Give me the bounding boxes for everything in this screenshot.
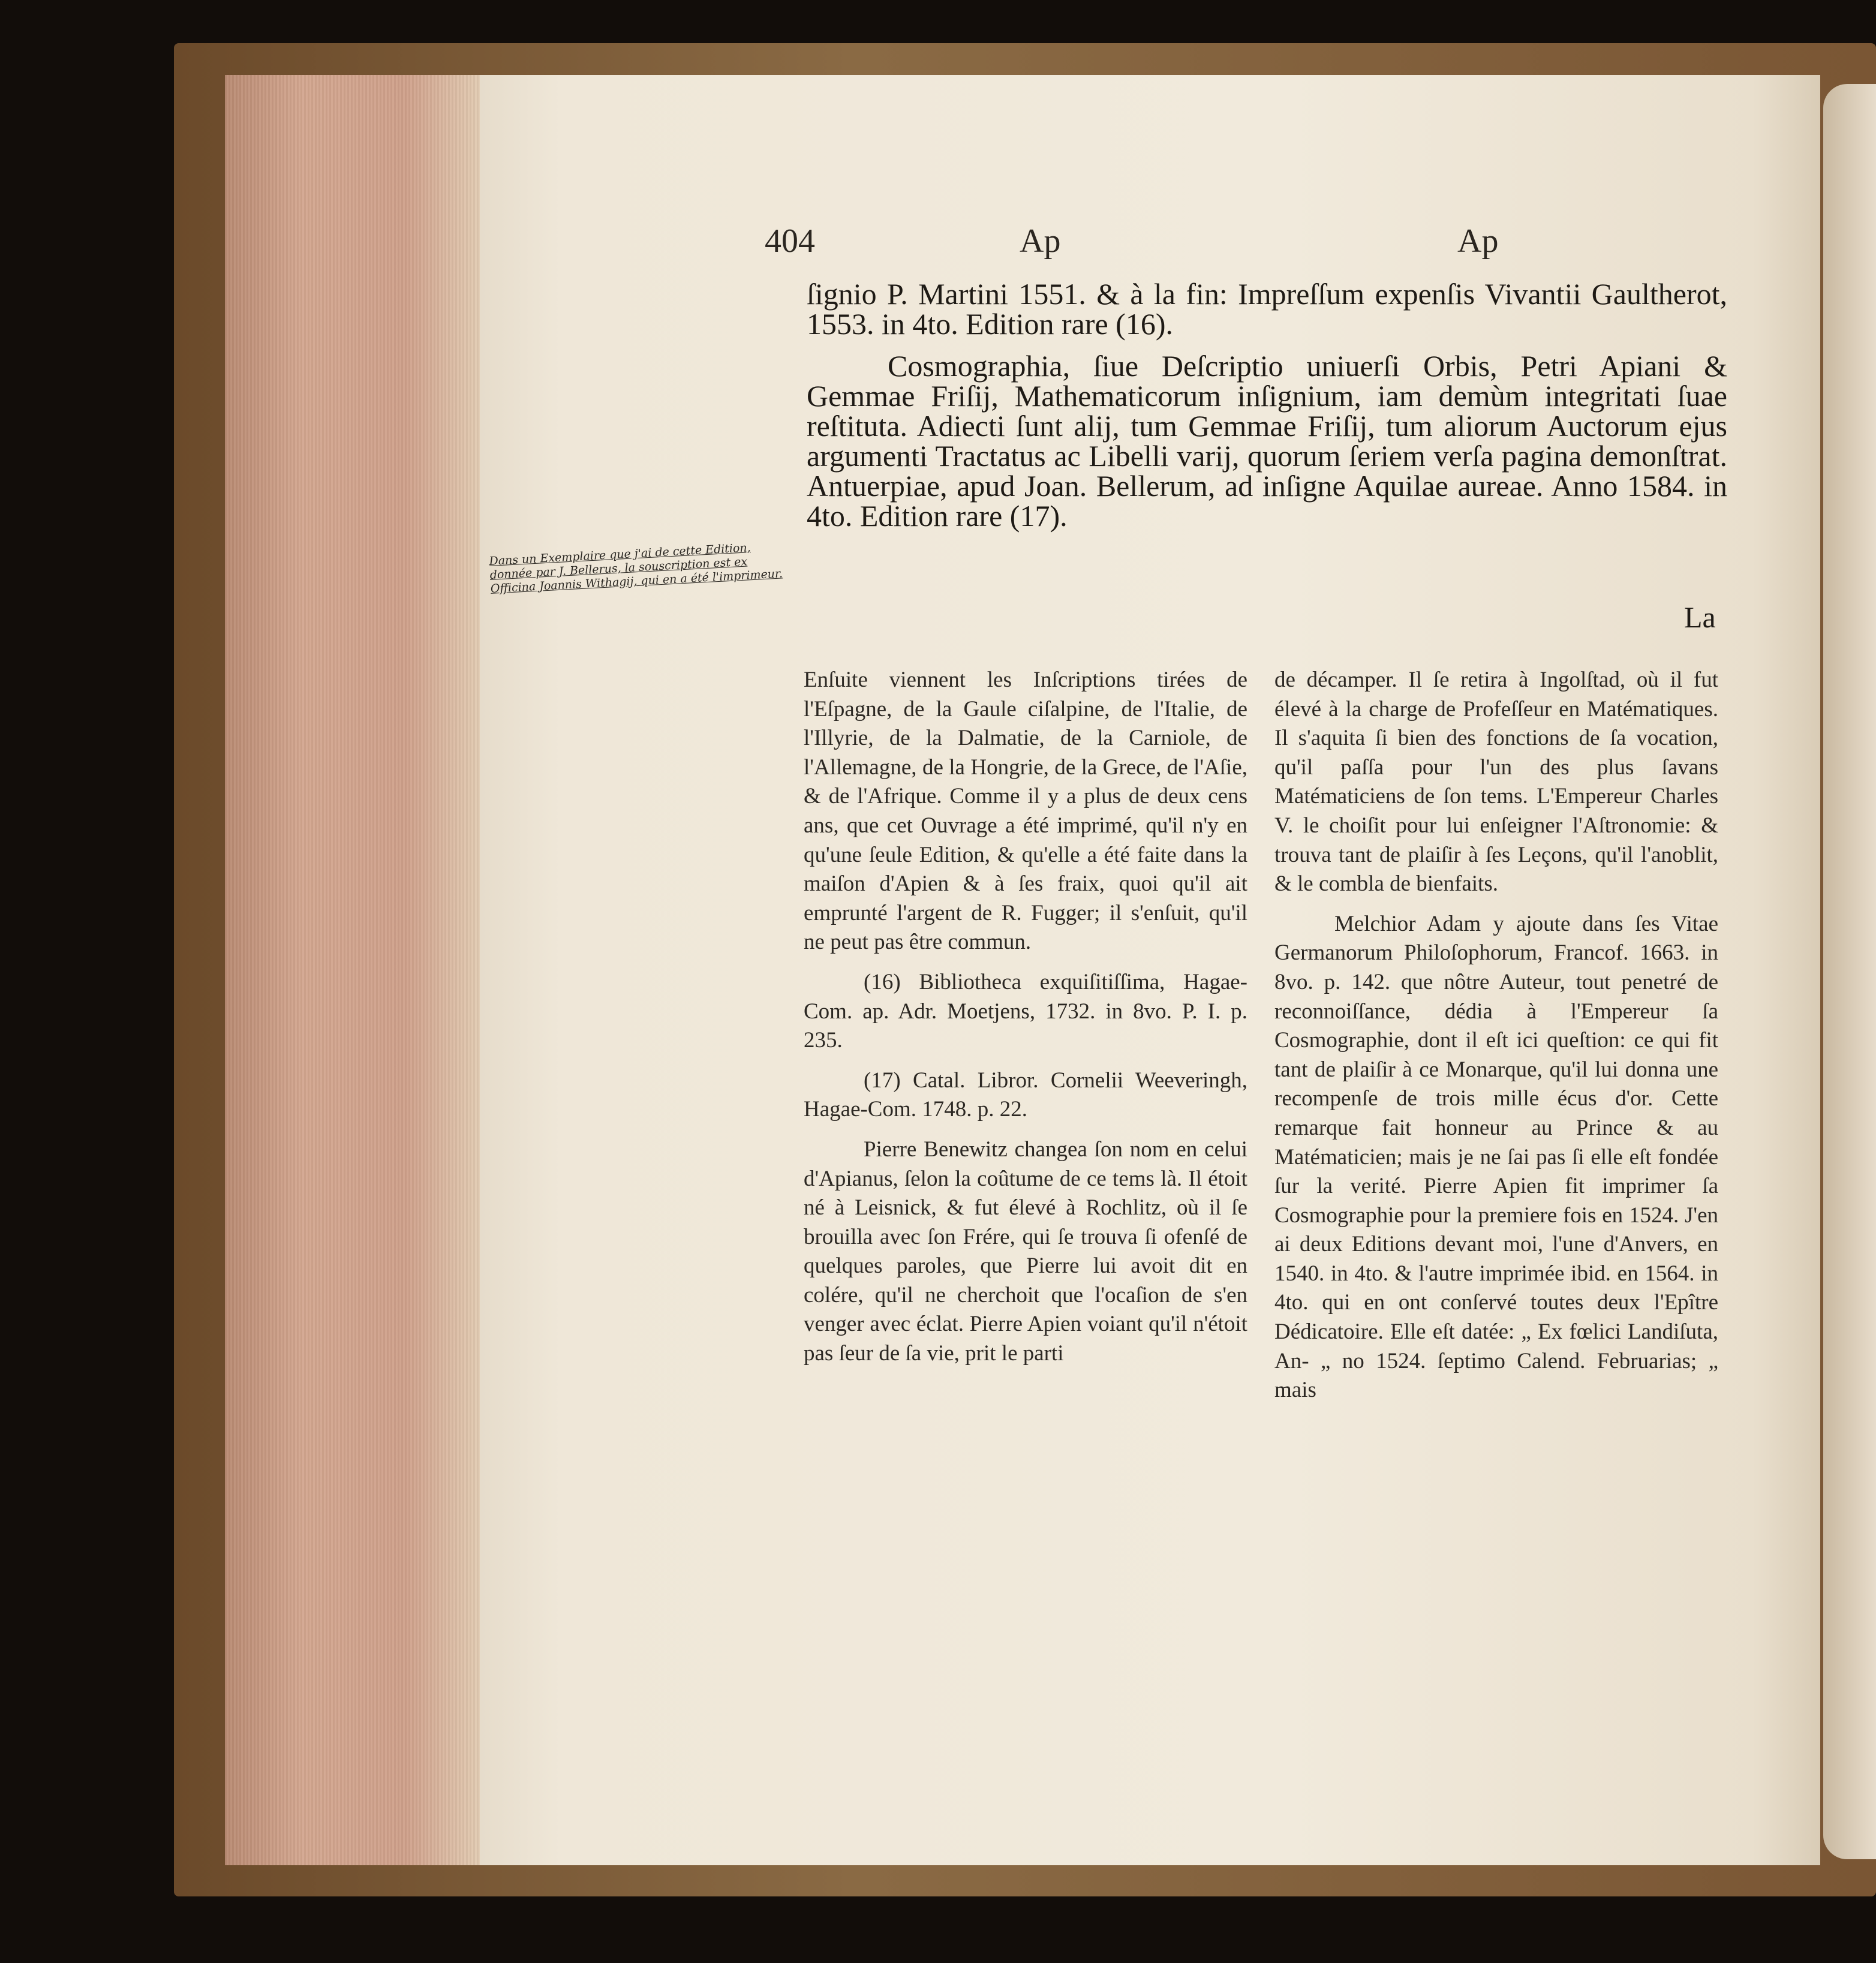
pasted-slip — [804, 666, 1730, 1523]
slip-right-column — [1274, 666, 1718, 1416]
facing-page-edge — [1823, 84, 1876, 1859]
running-head-left: Ap — [1020, 223, 1061, 260]
catchword: La — [1684, 600, 1716, 634]
running-head-right: Ap — [1457, 223, 1499, 260]
slip-paragraph: Pierre Benewitz changea ſon nom en celui d'Apianus, ſelon la coûtume de ce tems là. Il étoit né à Leisnick, & fut élevé à Rochlitz, où il ſe brouilla avec ſon Frére, qui ſe trouva ſi ofenſé de quelques paroles, que Pierre lui avoit dit en colére, qu'il ne cherchoit que l'ocaſion de s'en venger avec éclat. Pierre Apien voiant qu'il n'étoit pas ſeur de ſa vie, prit le parti — [804, 1137, 1247, 1366]
page-number: 404 — [765, 223, 815, 260]
page-edges — [225, 75, 483, 1865]
entry-paragraph: Cosmographia, ſiue Deſcriptio uniuerſi Orbis, Petri Apiani & Gemmae Friſij, Mathematicorum inſignium, iam demùm integritati ſuae reſtituta. Adiecti ſunt alij, tum Gemmae Friſij, tum aliorum Auctorum ejus argumenti Tractatus ac Libelli varij, quorum ſeriem verſa pagina demonſtrat. Antuerpiae, apud Joan. Bellerum, ad inſigne Aquilae aureae. Anno 1584. in 4to. Edition rare (17). — [807, 349, 1727, 533]
slip-paragraph: de décamper. Il ſe retira à Ingolſtad, où il fut élevé à la charge de Profeſſeur en Matématiques. Il s'aquita ſi bien des fonctions de ſa vocation, qu'il paſſa pour l'un des plus ſavans Matématiciens de ſon tems. L'Empereur Charles V. le choiſit pour lui enſeigner l'Aſtronomie: & trouva tant de plaiſir à ſes Leçons, qu'il l'anoblit, & le combla de bienfaits. — [1274, 668, 1718, 897]
running-head — [765, 222, 1727, 270]
slip-left-column — [804, 666, 1247, 1379]
margin-note-text: Dans un Exemplaire que j'ai de cette Edition, donnée par J. Bellerus, la souscription est ex Officina Joannis Withagij, qui en a été l'imprimeur. — [489, 541, 783, 596]
slip-paragraph: Enſuite viennent les Inſcriptions tirées de l'Eſpagne, de la Gaule ciſalpine, de l'Italie, de l'Illyrie, de la Dalmatie, de la Carniole, de l'Allemagne, de la Hongrie, de la Grece, de l'Aſie, & de l'Afrique. Comme il y a plus de deux cens ans, que cet Ouvrage a été imprimé, qu'il n'y en qu'une ſeule Edition, & qu'elle a été faite dans la maiſon d'Apien & à ſes fraix, quoi qu'il ait emprunté l'argent de R. Fugger; il s'enſuit, qu'il ne peut pas être commun. — [804, 668, 1247, 955]
slip-footnote: (16) Bibliotheca exquiſitiſſima, Hagae-Com. ap. Adr. Moetjens, 1732. in 8vo. P. I. p. 235. — [804, 969, 1247, 1053]
slip-paragraph: Melchior Adam y ajoute dans ſes Vitae Germanorum Philoſophorum, Francof. 1663. in 8vo. p. 142. que nôtre Auteur, tout penetré de reconnoiſſance, dédia à l'Empereur ſa Cosmographie, dont il eſt ici queſtion: ce qui fit tant de plaiſir à ce Monarque, qu'il lui donna une recompenſe de trois mille écus d'or. Cette remarque fait honneur au Prince & au Matématicien; mais je ne ſai pas ſi elle eſt fondée ſur la verité. Pierre Apien fit imprimer ſa Cosmographie pour la premiere fois en 1524. J'en ai deux Editions devant moi, l'une d'Anvers, en 1540. in 4to. & l'autre imprimée ibid. en 1564. in 4to. qui en ont conſervé toutes deux l'Epître Dédicatoire. Elle eſt datée: „ Ex fœlici Landiſuta, An- „ no 1524. ſeptimo Calend. Februarias; „ mais — [1274, 911, 1718, 1403]
bibliographic-entry — [807, 279, 1727, 543]
entry-paragraph: ſignio P. Martini 1551. & à la fin: Impreſſum expenſis Vivantii Gaultherot, 1553. in 4to. Edition rare (16). — [807, 277, 1727, 341]
slip-footnote: (17) Catal. Libror. Cornelii Weeveringh, Hagae-Com. 1748. p. 22. — [804, 1068, 1247, 1122]
